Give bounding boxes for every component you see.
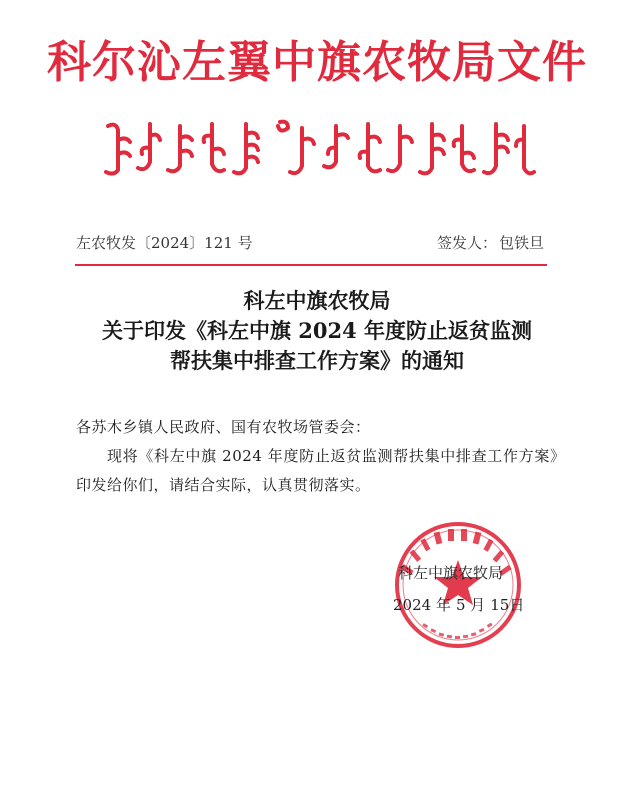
mongolian-script-graphic: [96, 118, 536, 180]
addressee: 各苏木乡镇人民政府、国有农牧场管委会：: [76, 418, 371, 436]
signature-date: [393, 594, 524, 615]
document-header-title: 科尔沁左翼中旗农牧局文件: [47, 37, 587, 88]
official-seal-graphic: [393, 520, 523, 650]
body-paragraph: 现将《科左中旗 2024 年度防止返贫监测帮扶集中排查工作方案》印发给你们，请结合实际，认真贯彻落实。: [76, 447, 558, 494]
notice-title: [0, 286, 634, 376]
signature-date-year: 2024 年: [393, 596, 451, 614]
notice-title-line-2: 关于印发《科左中旗 2024 年度防止返贫监测: [101, 318, 533, 343]
notice-title-line-1: 科左中旗农牧局: [243, 288, 391, 313]
issuer-name: 包铁旦: [498, 234, 544, 252]
mongolian-script-header: [96, 118, 536, 180]
issuer-label: 签发人：: [436, 234, 497, 252]
signature-date-month: 5 月: [455, 596, 486, 614]
document-number: 左农牧发〔2024〕121 号: [76, 234, 253, 252]
issuer: [435, 232, 544, 253]
red-separator-line: [75, 264, 547, 266]
signature-organization: 科左中旗农牧局: [398, 564, 504, 582]
notice-title-line-3: 帮扶集中排查工作方案》的通知: [170, 348, 464, 373]
official-seal: [393, 520, 523, 650]
signature-date-day: 15日: [490, 596, 525, 614]
